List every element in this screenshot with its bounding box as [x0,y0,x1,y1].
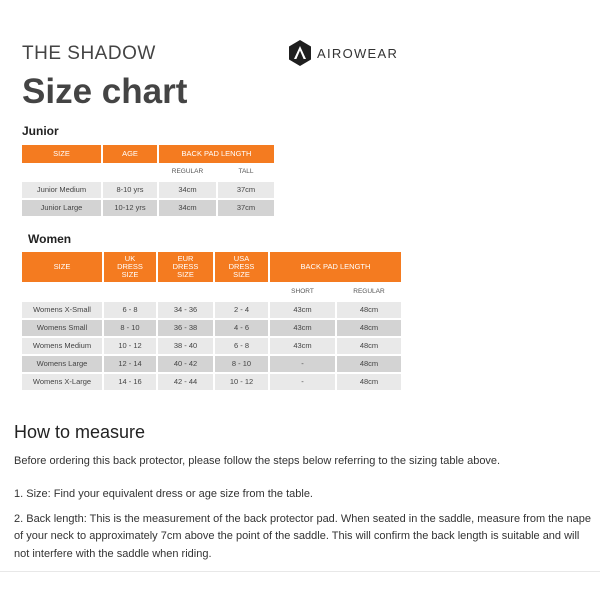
women-header-row [22,252,401,282]
women-size-table [20,250,403,392]
column-header-uk-dress-size: UK DRESS SIZE [104,252,156,282]
table-cell: 37cm [218,182,274,198]
brand-name: AIROWEAR [317,45,399,61]
table-cell: 38 - 40 [158,338,213,354]
junior-section-title: Junior [22,124,59,138]
table-cell: 42 - 44 [158,374,213,390]
table-cell: - [270,356,335,372]
table-cell: 8-10 yrs [103,182,157,198]
women-subheader-row [22,284,401,300]
table-cell: 2 - 4 [215,302,268,318]
table-cell: 10 - 12 [104,338,156,354]
table-cell: Womens X-Small [22,302,102,318]
table-row [22,320,401,336]
table-cell: 48cm [337,374,401,390]
column-header-age: AGE [103,145,157,163]
table-row [22,338,401,354]
column-header-size: SIZE [22,252,102,282]
table-cell: Womens Medium [22,338,102,354]
brand-logo [288,40,398,66]
table-cell: 48cm [337,302,401,318]
measure-step-size: 1. Size: Find your equivalent dress or age size from the table. [14,488,313,500]
table-row [22,200,274,216]
column-header-back-pad-length: BACK PAD LENGTH [159,145,274,163]
women-section-title: Women [28,232,72,246]
table-cell: Junior Large [22,200,101,216]
table-cell: 4 - 6 [215,320,268,336]
table-row [22,356,401,372]
measure-intro-text: Before ordering this back protector, please follow the steps below referring to the sizing table above. [14,455,501,467]
table-cell: 6 - 8 [215,338,268,354]
subheader-tall: TALL [238,168,254,176]
table-row [22,302,401,318]
table-cell: - [270,374,335,390]
table-cell: 37cm [218,200,274,216]
measure-step-back-length: 2. Back length: This is the measurement of the back protector pad. When seated in the saddle, measure from the nape of your neck to approximately 7cm above the point of the saddle. This will confirm the back length is suitable and will not interfere with the saddle when riding. [14,513,592,560]
table-cell: 48cm [337,338,401,354]
table-cell: 12 - 14 [104,356,156,372]
junior-size-table [20,143,276,218]
column-header-usa-dress-size: USA DRESS SIZE [215,252,268,282]
airowear-logo-icon [288,40,312,66]
junior-header-row [22,145,274,163]
table-cell: 43cm [270,302,335,318]
table-cell: 40 - 42 [158,356,213,372]
junior-subheader-row [22,165,274,180]
table-cell: Womens Small [22,320,102,336]
table-cell: 10-12 yrs [103,200,157,216]
table-cell: 14 - 16 [104,374,156,390]
size-chart-subtitle: THE SHADOW [22,43,156,64]
how-to-measure-heading: How to measure [14,422,146,442]
table-cell: 36 - 38 [158,320,213,336]
table-cell: Junior Medium [22,182,101,198]
table-row [22,182,274,198]
table-cell: Womens X-Large [22,374,102,390]
subheader-short: SHORT [291,287,314,295]
table-cell: 43cm [270,320,335,336]
table-cell: 8 - 10 [215,356,268,372]
column-header-eur-dress-size: EUR DRESS SIZE [158,252,213,282]
table-cell: Womens Large [22,356,102,372]
column-header-size: SIZE [22,145,101,163]
table-cell: 48cm [337,320,401,336]
table-cell: 6 - 8 [104,302,156,318]
page-title: Size chart [22,72,188,111]
table-cell: 34 - 36 [158,302,213,318]
table-cell: 48cm [337,356,401,372]
column-header-back-pad-length: BACK PAD LENGTH [270,252,401,282]
subheader-regular: REGULAR [171,168,204,176]
table-cell: 10 - 12 [215,374,268,390]
table-row [22,374,401,390]
subheader-regular: REGULAR [353,287,385,295]
table-cell: 8 - 10 [104,320,156,336]
table-cell: 43cm [270,338,335,354]
table-cell: 34cm [159,182,216,198]
divider [0,571,600,572]
table-cell: 34cm [159,200,216,216]
